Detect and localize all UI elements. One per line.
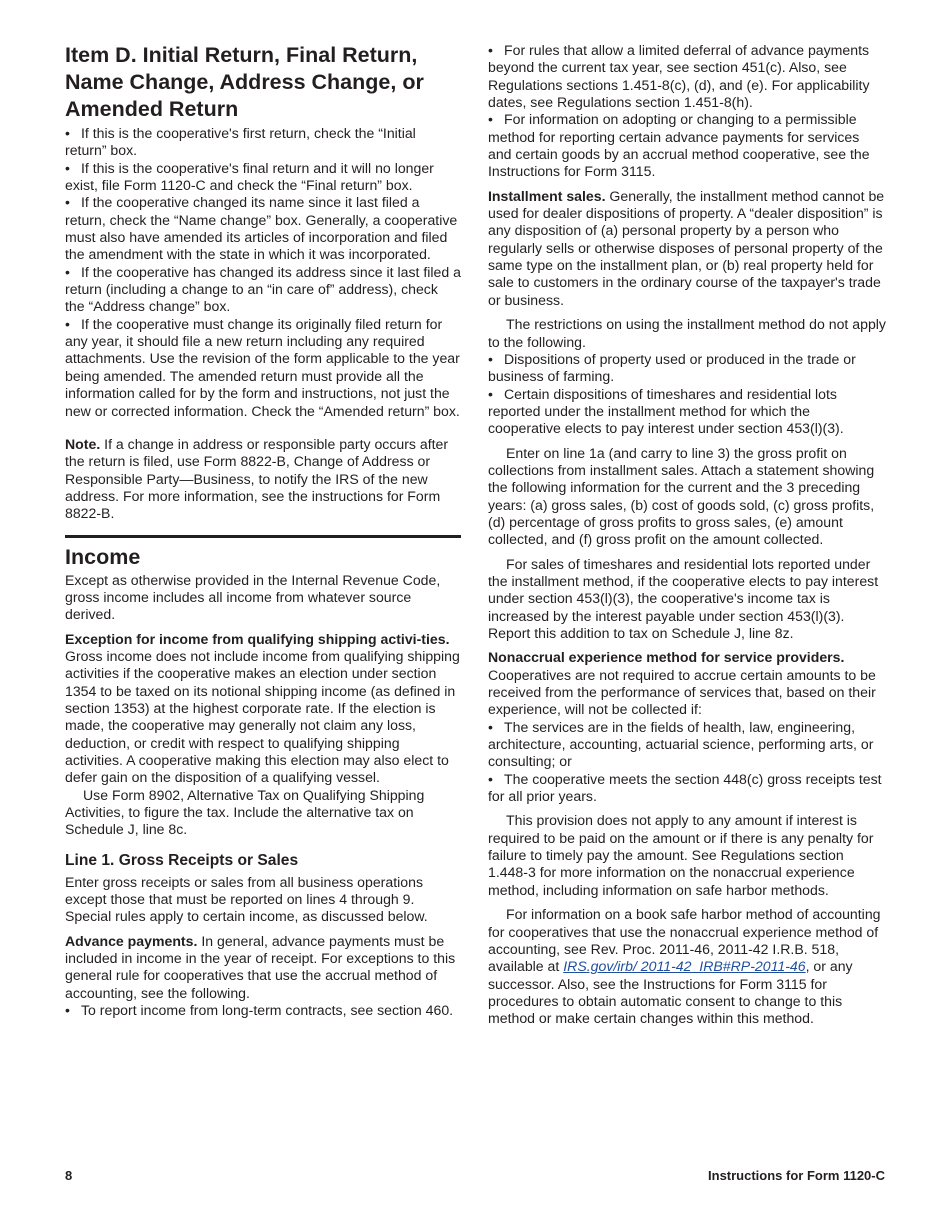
bullet-name-change: • If the cooperative changed its name since it last filed a return, check the “Name change” box. Generally, a cooperative must also have amended its articles of incorporation and filed the amendment with the state in which it was incorporated. xyxy=(65,194,458,263)
bullet-icon: • xyxy=(65,315,70,332)
bullet-final-return: • If this is the cooperative's final return and it will no longer exist, file Form 1120-C and check the “Final return” box. xyxy=(65,159,434,194)
bullet-timeshares: • Certain dispositions of timeshares and residential lots reported under the installment method for which the cooperative elects to pay interest under section 453(l)(3). xyxy=(488,385,844,437)
installment-sales-paragraph: Installment sales. Generally, the installment method cannot be used for dealer dispositions of property. A “dealer disposition” is any disposition of (a) personal property by a person who regularly sells or otherwise disposes of personal property of the same type on the installment plan, or (b) real property held for sale to customers in the ordinary course of the taxpayer's trade or business. xyxy=(488,187,885,308)
line1-heading: Line 1. Gross Receipts or Sales xyxy=(65,851,299,869)
income-paragraph: Except as otherwise provided in the Internal Revenue Code, gross income includes all income from whatever source derived. xyxy=(65,571,441,623)
bullet-farming: • Dispositions of property used or produced in the trade or business of farming. xyxy=(488,350,856,385)
bullet-icon: • xyxy=(65,1002,70,1019)
bullet-icon: • xyxy=(488,770,493,787)
bullet-icon: • xyxy=(488,718,493,735)
bullet-icon: • xyxy=(65,194,70,211)
bullet-icon: • xyxy=(488,111,493,128)
income-heading: Income xyxy=(65,544,141,569)
bullet-address-change: • If the cooperative has changed its address since it last filed a return (including a change to an “in care of” address), check the “Address change” box. xyxy=(65,263,461,315)
bullet-initial-return: • If this is the cooperative's first return, check the “Initial return” box. xyxy=(65,125,416,159)
nonaccrual-paragraph: Nonaccrual experience method for service providers. Cooperatives are not required to accrue certain amounts to be received from the performance of services that, based on their experience, will not be collected if: xyxy=(488,649,876,718)
irs-gov-irb-link[interactable]: IRS.gov/irb/ 2011-42_IRB#RP-2011-46 xyxy=(563,958,806,975)
bullet-icon: • xyxy=(65,125,70,141)
bullet-limited-deferral: • For rules that allow a limited deferral of advance payments beyond the current tax year, see section 451(c). Also, see Regulations sections 1.451-8(c), (d), and (e). For applicability dates, see Regulations section 1.451-8(h). xyxy=(488,42,870,111)
bullet-form-3115: • For information on adopting or changing to a permissible method for reporting certain advance payments for services and certain goods by an accrual method cooperative, see the Instructions for Form 3115. xyxy=(488,111,870,180)
bullet-amended-return: • If the cooperative must change its originally filed return for any year, it should file a new return including any required attachments. Use the revision of the form applicable to the year being amended. The amended return must provide all the information called for by the form and instructions, not just the new or corrected information. Check the “Amended return” box. xyxy=(65,315,460,419)
footer-form-title: Instructions for Form 1120-C xyxy=(708,1168,885,1183)
bullet-long-term-contracts: • To report income from long-term contracts, see section 460. xyxy=(65,1002,454,1019)
item-d-heading: Item D. Initial Return, Final Return, Name Change, Address Change, or Amended Return xyxy=(65,43,424,121)
form-8902-paragraph: Use Form 8902, Alternative Tax on Qualifying Shipping Activities, to figure the tax. Include the alternative tax on Schedule J, line 8c. xyxy=(65,786,425,838)
bullet-icon: • xyxy=(488,42,493,58)
note-paragraph: Note. If a change in address or responsible party occurs after the return is filed, use Form 8822-B, Change of Address or Responsible Party—Business, to notify the IRS of the new address. For more information, see the instructions for Form 8822-B. xyxy=(65,435,449,522)
bullet-gross-receipts-test: • The cooperative meets the section 448(c) gross receipts test for all prior years. xyxy=(488,770,882,805)
shipping-exception-paragraph: Exception for income from qualifying shipping activi-ties. Gross income does not include income from qualifying shipping activities if the cooperative makes an election under section 1354 to be taxed on its notional shipping income (as defined in section 1353) at the highest corporate rate. If the election is made, the cooperative may generally not claim any loss, deduction, or credit with respect to qualifying shipping activities. A cooperative making this election may also elect to defer gain on the disposition of a qualifying vessel. xyxy=(65,630,460,786)
page-number: 8 xyxy=(65,1168,73,1183)
section-divider xyxy=(65,535,461,538)
bullet-service-fields: • The services are in the fields of health, law, engineering, architecture, accounting, actuarial science, performing arts, or consulting; or xyxy=(488,718,874,770)
advance-payments-paragraph: Advance payments. In general, advance payments must be included in income in the year of receipt. For exceptions to this general rule for cooperatives that use the accrual method of accounting, see the following. xyxy=(65,932,456,1001)
restrictions-paragraph: The restrictions on using the installment method do not apply to the following. xyxy=(488,316,886,350)
bullet-icon: • xyxy=(65,263,70,280)
line-1a-paragraph: Enter on line 1a (and carry to line 3) the gross profit on collections from installment sales. Attach a statement showing the following information for the current and the 3 preceding years: (a) gross sales, (b) cost of goods sold, (c) gross profits, (d) percentage of gross profits to gross sales, (e) amount collected, and (f) gross profit on the amount collected. xyxy=(488,444,875,548)
left-column xyxy=(65,42,461,1019)
safe-harbor-paragraph: For information on a book safe harbor method of accounting for cooperatives that use the nonaccrual experience method of accounting, see Rev. Proc. 2011-46, 2011-42 I.R.B. 518, available at IRS.gov/irb/ 2011-42_IRB#RP-2011-46, or any successor. Also, see the Instructions for Form 3115 for procedures to obtain automatic consent to change to this method or make certain changes within this method. xyxy=(488,906,881,1027)
timeshares-paragraph: For sales of timeshares and residential lots reported under the installment method, if the cooperative elects to pay interest under section 453(l)(3), the cooperative's income tax is increased by the interest payable under section 453(l)(3). Report this addition to tax on Schedule J, line 8z. xyxy=(488,555,879,641)
provision-paragraph: This provision does not apply to any amount if interest is required to be paid on the amount or if there is any penalty for failure to timely pay the amount. See Regulations section 1.448-3 for more information on the nonaccrual experience method, including information on safe harbor methods. xyxy=(488,812,874,898)
bullet-icon: • xyxy=(65,159,70,176)
line1-paragraph: Enter gross receipts or sales from all business operations except those that must be reported on lines 4 through 9. Special rules apply to certain income, as discussed below. xyxy=(65,873,428,925)
right-column xyxy=(488,42,886,1028)
bullet-icon: • xyxy=(488,350,493,367)
bullet-icon: • xyxy=(488,385,493,402)
